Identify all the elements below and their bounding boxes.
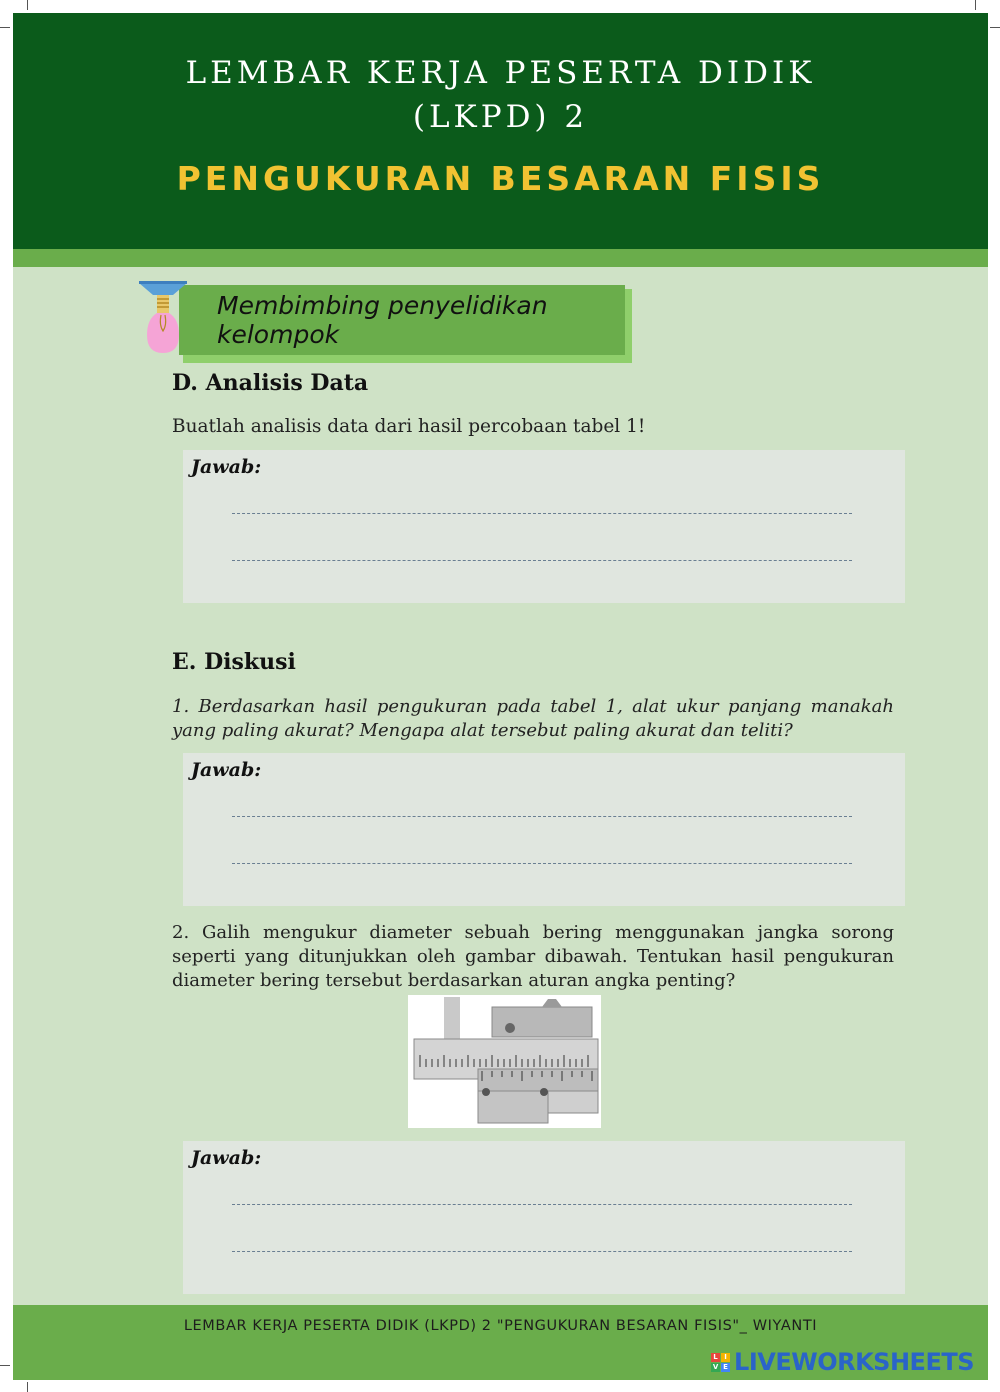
answer-box-q1[interactable] xyxy=(183,753,905,906)
header-subtitle: PENGUKURAN BESARAN FISIS xyxy=(176,159,825,198)
section-d-heading: D. Analisis Data xyxy=(172,370,369,396)
question-2-text: 2. Galih mengukur diameter sebuah bering menggunakan jangka sorong seperti yang ditunjukkan oleh gambar dibawah. Tentukan hasil pengukuran diameter bering tersebut berdasarkan aturan angka penting? xyxy=(172,922,894,991)
crop-mark xyxy=(975,0,976,10)
crop-mark xyxy=(27,0,28,10)
answer-label: Jawab: xyxy=(191,456,262,478)
header-title-line2: (LKPD) 2 xyxy=(412,99,589,135)
answer-line[interactable] xyxy=(232,1204,852,1205)
crop-mark xyxy=(0,1365,10,1366)
logo-letter: V xyxy=(712,1363,719,1371)
header xyxy=(13,13,988,249)
liveworksheets-logo[interactable] xyxy=(711,1348,974,1376)
answer-line[interactable] xyxy=(232,513,852,514)
footer xyxy=(13,1305,988,1380)
footer-text: LEMBAR KERJA PESERTA DIDIK (LKPD) 2 "PENGUKURAN BESARAN FISIS"_ WIYANTI xyxy=(183,1318,818,1334)
worksheet-page xyxy=(13,13,988,1380)
answer-box-q2[interactable] xyxy=(183,1141,905,1294)
answer-line[interactable] xyxy=(232,863,852,864)
section-banner xyxy=(179,285,625,355)
logo-letter: L xyxy=(711,1353,720,1362)
logo-letter: E xyxy=(721,1363,730,1372)
header-accent-strip xyxy=(13,249,988,267)
crop-mark xyxy=(27,1382,28,1392)
question-1-text: 1. Berdasarkan hasil pengukuran pada tabel 1, alat ukur panjang manakah yang paling akurat? Mengapa alat tersebut paling akurat dan teliti? xyxy=(172,696,894,741)
crop-mark xyxy=(990,27,1000,28)
logo-letter: I xyxy=(721,1353,730,1362)
answer-line[interactable] xyxy=(232,1251,852,1252)
banner-label: Membimbing penyelidikan kelompok xyxy=(217,291,548,349)
liveworksheets-logo-icon xyxy=(711,1353,730,1372)
section-d-instruction: Buatlah analisis data dari hasil percobaan tabel 1! xyxy=(172,416,646,437)
crop-mark xyxy=(0,27,10,28)
liveworksheets-logo-text: LIVEWORKSHEETS xyxy=(734,1348,974,1376)
answer-label: Jawab: xyxy=(191,1147,262,1169)
answer-label: Jawab: xyxy=(191,759,262,781)
answer-box-d[interactable] xyxy=(183,450,905,603)
answer-line[interactable] xyxy=(232,816,852,817)
header-title-line1: LEMBAR KERJA PESERTA DIDIK xyxy=(185,55,816,91)
section-e-heading: E. Diskusi xyxy=(172,649,296,675)
lightbulb-icon xyxy=(139,281,191,365)
answer-line[interactable] xyxy=(232,560,852,561)
vernier-caliper-image xyxy=(408,995,601,1128)
